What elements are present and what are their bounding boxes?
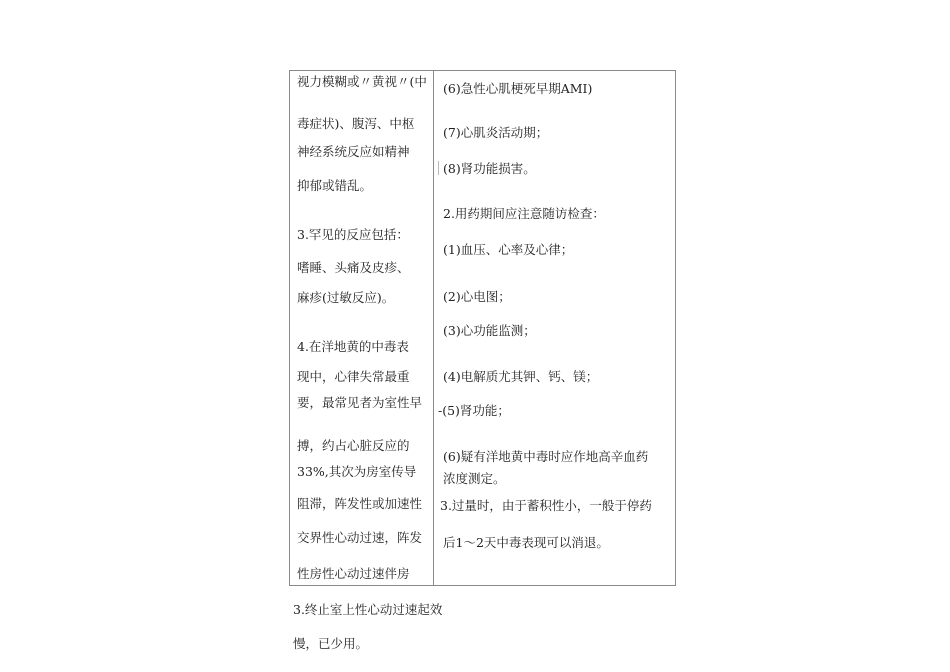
left-line-14: 交界性心动过速，阵发 [297,530,423,545]
left-line-8: 4.在洋地黄的中毒表 [297,339,409,354]
right-line-4: 2.用药期间应注意随访检查： [443,206,605,221]
right-line-1: (6)急性心肌梗死早期AMI) [443,81,593,96]
left-line-12: 33%,其次为房室传导 [297,464,417,479]
right-line-10: (6)疑有洋地黄中毒时应作地高辛血药 [443,449,649,464]
right-line-11: 浓度测定。 [443,471,506,486]
below-line-1: 3.终止室上性心动过速起效 [293,602,443,617]
left-line-3: 神经系统反应如精神 [297,144,410,159]
content-table [289,70,676,586]
right-line-8: (4)电解质尤其钾、钙、镁； [443,369,599,384]
right-line-6: (2)心电图； [443,289,511,304]
below-line-2: 慢，已少用。 [293,636,369,651]
left-line-1: 视力模糊或〃黄视〃(中 [297,74,427,89]
right-line-12: 3.过量时，由于蓄积性小，一般于停药 [440,498,652,513]
right-line-5: (1)血压、心率及心律； [443,242,574,257]
left-line-11: 搏，约占心脏反应的 [297,438,410,453]
left-line-6: 嗜睡、头痛及皮疹、 [297,260,410,275]
right-line-13: 后1〜2天中毒表现可以消退。 [443,535,609,550]
column-divider [433,71,434,585]
left-line-10: 要，最常见者为室性早 [297,395,423,410]
left-line-4: 抑郁或错乱。 [297,178,373,193]
right-line-3: (8)肾功能损害。 [443,161,536,176]
margin-mark [438,161,439,175]
left-line-7: 麻疹(过敏反应)。 [297,290,395,305]
right-line-2: (7)心肌炎活动期； [443,125,549,140]
left-line-5: 3.罕见的反应包括： [297,227,409,242]
left-line-9: 现中，心律失常最重 [297,369,410,384]
right-line-7: (3)心功能监测； [443,323,536,338]
left-line-13: 阻滞，阵发性或加速性 [297,496,423,511]
left-line-2: 毒症状)、腹泻、中枢 [297,116,415,131]
right-line-9: -(5)肾功能； [438,403,510,418]
left-line-15: 性房性心动过速伴房 [297,566,410,581]
